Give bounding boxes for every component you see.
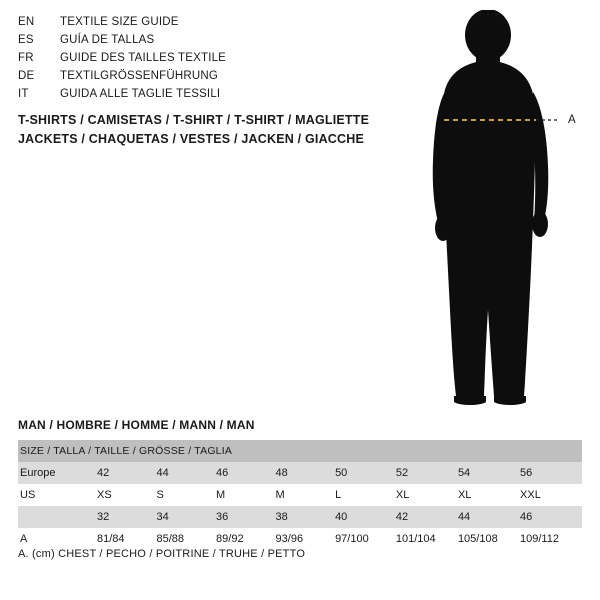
cell-usnum-6: 42 — [396, 506, 458, 528]
garment-category-list — [18, 111, 418, 149]
language-code-es: ES — [18, 34, 34, 46]
table-title-man: MAN / HOMBRE / HOMME / MANN / MAN — [18, 418, 255, 432]
silhouette-svg — [400, 10, 600, 410]
category-tshirts: T-SHIRTS / CAMISETAS / T-SHIRT / T-SHIRT / MAGLIETTE — [18, 113, 370, 127]
language-text-it: GUIDA ALLE TAGLIE TESSILI — [60, 88, 221, 100]
cell-a-1: 81/84 — [97, 528, 157, 550]
cell-a-2: 85/88 — [157, 528, 217, 550]
language-row-it — [18, 88, 348, 106]
language-row-es — [18, 34, 348, 52]
table-row — [18, 484, 582, 506]
table-row — [18, 528, 582, 550]
cell-europe-8: 56 — [520, 462, 582, 484]
cell-us-7: XL — [458, 484, 520, 506]
cell-usnum-3: 36 — [216, 506, 276, 528]
row-label-europe: Europe — [18, 462, 97, 484]
cell-usnum-4: 38 — [276, 506, 336, 528]
language-text-de: TEXTILGRÖSSENFÜHRUNG — [60, 70, 218, 82]
cell-us-1: XS — [97, 484, 157, 506]
cell-us-4: M — [276, 484, 336, 506]
language-row-de — [18, 70, 348, 88]
language-text-es: GUÍA DE TALLAS — [60, 34, 155, 46]
cell-europe-2: 44 — [157, 462, 217, 484]
cell-usnum-1: 32 — [97, 506, 157, 528]
table-header-label: SIZE / TALLA / TAILLE / GRÖSSE / TAGLIA — [18, 440, 582, 462]
cell-europe-7: 54 — [458, 462, 520, 484]
cell-a-5: 97/100 — [335, 528, 396, 550]
cell-a-4: 93/96 — [276, 528, 336, 550]
table-header-row — [18, 440, 582, 462]
cell-us-6: XL — [396, 484, 458, 506]
cell-usnum-8: 46 — [520, 506, 582, 528]
language-text-en: TEXTILE SIZE GUIDE — [60, 16, 179, 28]
cell-a-6: 101/104 — [396, 528, 458, 550]
cell-a-7: 105/108 — [458, 528, 520, 550]
category-jackets: JACKETS / CHAQUETAS / VESTES / JACKEN / GIACCHE — [18, 132, 365, 146]
cell-usnum-7: 44 — [458, 506, 520, 528]
footnote-chest-measure: A. (cm) CHEST / PECHO / POITRINE / TRUHE / PETTO — [18, 548, 306, 560]
cell-usnum-5: 40 — [335, 506, 396, 528]
cell-us-5: L — [335, 484, 396, 506]
cell-us-3: M — [216, 484, 276, 506]
table-row — [18, 506, 582, 528]
language-text-fr: GUIDE DES TAILLES TEXTILE — [60, 52, 227, 64]
language-code-it: IT — [18, 88, 29, 100]
cell-europe-4: 48 — [276, 462, 336, 484]
cell-a-8: 109/112 — [520, 528, 582, 550]
cell-us-8: XXL — [520, 484, 582, 506]
cell-europe-3: 46 — [216, 462, 276, 484]
language-code-en: EN — [18, 16, 35, 28]
language-code-de: DE — [18, 70, 35, 82]
row-label-a: A — [18, 528, 97, 550]
row-label-us: US — [18, 484, 97, 506]
table-row — [18, 462, 582, 484]
size-table — [18, 440, 582, 550]
cell-usnum-2: 34 — [157, 506, 217, 528]
cell-a-3: 89/92 — [216, 528, 276, 550]
cell-us-2: S — [157, 484, 217, 506]
cell-europe-5: 50 — [335, 462, 396, 484]
language-list — [18, 16, 348, 106]
language-code-fr: FR — [18, 52, 34, 64]
row-label-us-numeric — [18, 506, 97, 528]
male-figure-illustration — [400, 10, 600, 410]
cell-europe-6: 52 — [396, 462, 458, 484]
language-row-fr — [18, 52, 348, 70]
cell-europe-1: 42 — [97, 462, 157, 484]
measure-label-a: A — [568, 114, 576, 126]
language-row-en — [18, 16, 348, 34]
